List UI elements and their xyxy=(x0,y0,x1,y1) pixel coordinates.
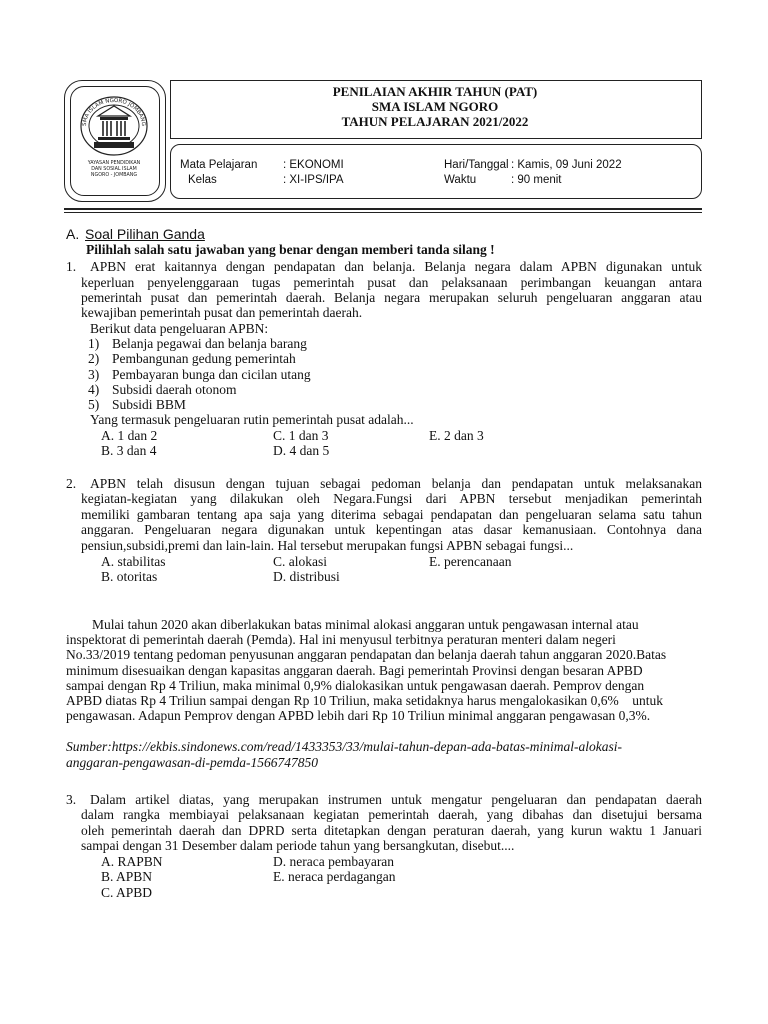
exam-title: PENILAIAN AKHIR TAHUN (PAT) xyxy=(332,84,538,99)
logo-foundation-line2: DAN SOSIAL ISLAM xyxy=(91,167,137,172)
header-rule-thick xyxy=(64,208,702,210)
section-title: Soal Pilihan Ganda xyxy=(85,226,205,242)
q1-option-d[interactable]: D. 4 dan 5 xyxy=(273,443,330,458)
q1-question: Yang termasuk pengeluaran rutin pemerintah pusat adalah... xyxy=(90,412,414,427)
class-label: Kelas xyxy=(188,174,217,186)
q2-line-2: kegiatan-kegiatan yang dilakukan oleh Negara.Fungsi dari APBN tersebut menjadikan pemerintah xyxy=(81,491,702,506)
q1-intro: Berikut data pengeluaran APBN: xyxy=(90,321,269,336)
time-label: Waktu xyxy=(444,174,477,186)
q3-line-2: dalam rangka membiayai pelaksanaan kegiatan pemerintah daerah, yang dibahas dan disetujui bersama xyxy=(81,807,702,822)
article-line-5: sampai dengan Rp 4 Triliun, maka minimal 0,9% dialokasikan untuk pengawasan daerah. Pemprov dengan xyxy=(66,678,645,693)
q1-item-num: 3) xyxy=(88,367,100,382)
q3-option-c[interactable]: C. APBD xyxy=(101,885,153,900)
q1-item-text: Subsidi daerah otonom xyxy=(112,382,237,397)
q3-option-a[interactable]: A. RAPBN xyxy=(101,854,163,869)
q2-line-5: pensiun,subsidi,premi dan lain-lain. Hal tersebut merupakan fungsi APBN sebagai fungsi... xyxy=(81,538,574,553)
q1-item-text: Belanja pegawai dan belanja barang xyxy=(112,336,307,351)
logo-ring-text: SMA ISLAM NGORO JOMBANG xyxy=(81,97,147,127)
academic-year: TAHUN PELAJARAN 2021/2022 xyxy=(341,114,529,129)
q1-number: 1. xyxy=(66,259,77,274)
q2-line-4: anggaran. Pengeluaran negara digunakan untuk kepentingan atas dasar kemanusiaan. Contohnya dana xyxy=(81,522,702,537)
article-source-line-1[interactable]: Sumber:https://ekbis.sindonews.com/read/1433353/33/mulai-tahun-depan-ada-batas-minimal-alokasi- xyxy=(66,739,622,754)
q3-option-b[interactable]: B. APBN xyxy=(101,869,153,884)
q1-item-num: 4) xyxy=(88,382,100,397)
q2-option-c[interactable]: C. alokasi xyxy=(273,554,327,569)
section-instruction: Pilihlah salah satu jawaban yang benar dengan memberi tanda silang ! xyxy=(86,242,495,257)
q3-line-1: Dalam artikel diatas, yang merupakan instrumen untuk mengatur pengeluaran dan pendapatan daerah xyxy=(90,792,702,807)
q1-option-a[interactable]: A. 1 dan 2 xyxy=(101,428,158,443)
date-value: : Kamis, 09 Juni 2022 xyxy=(511,159,622,171)
article-line-1: Mulai tahun 2020 akan diberlakukan batas minimal alokasi anggaran untuk pengawasan internal atau xyxy=(92,617,639,632)
q1-line-3: pemerintah pusat dan pemerintah daerah. Belanja negara merupakan seluruh pengeluaran anggaran atau xyxy=(81,290,702,305)
q3-line-3: oleh pemerintah daerah dan DPRD serta ditetapkan dengan peraturan daerah, yang kurun waktu 1 Januari xyxy=(81,823,702,838)
q1-line-1: APBN erat kaitannya dengan pendapatan dan belanja. Belanja negara dalam APBN digunakan untuk xyxy=(90,259,702,274)
q1-line-2: keperluan penyelenggaraan tugas pemerintah pusat dan pelaksanaan perimbangan keuangan antara xyxy=(81,275,702,290)
q1-item-num: 2) xyxy=(88,351,100,366)
q3-option-e[interactable]: E. neraca perdagangan xyxy=(273,869,396,884)
section-letter: A. xyxy=(66,226,80,242)
svg-text:SMA ISLAM NGORO JOMBANG xyxy=(82,98,146,126)
q2-option-a[interactable]: A. stabilitas xyxy=(101,554,166,569)
logo-foundation-line1: YAYASAN PENDIDIKAN xyxy=(87,161,141,166)
article-line-6: APBD diatas Rp 4 Triliun sampai dengan Rp 10 Triliun, maka setidaknya harus mengalokasikan 0,6% untuk xyxy=(66,693,663,708)
q2-number: 2. xyxy=(66,476,77,491)
q3-number: 3. xyxy=(66,792,77,807)
article-line-7: pengawasan. Adapun Pemprov dengan APBD lebih dari Rp 10 Triliun minimal anggaran pengawasan 0,3%. xyxy=(66,708,651,723)
article-line-4: minimum disesuaikan dengan kapasitas anggaran daerah. Bagi pemerintah Provinsi dengan besaran APBD xyxy=(66,663,643,678)
q1-option-b[interactable]: B. 3 dan 4 xyxy=(101,443,157,458)
logo-foundation-line3: NGORO - JOMBANG xyxy=(90,173,138,178)
q1-option-e[interactable]: E. 2 dan 3 xyxy=(429,428,484,443)
date-label: Hari/Tanggal xyxy=(444,159,509,171)
q3-line-4: sampai dengan 31 Desember dalam periode tahun yang bersangkutan, disebut.... xyxy=(81,838,515,853)
q1-item-num: 1) xyxy=(88,336,100,351)
q2-line-3: memiliki gambaran tentang apa saja yang diterima sebagai pendapatan dan pengeluaran selama satu tahun xyxy=(81,507,702,522)
q2-option-b[interactable]: B. otoritas xyxy=(101,569,158,584)
q1-item-num: 5) xyxy=(88,397,100,412)
q1-line-4: kewajiban pemerintah pusat dan pemerintah daerah. xyxy=(81,305,363,320)
school-name: SMA ISLAM NGORO xyxy=(371,99,499,114)
q2-option-d[interactable]: D. distribusi xyxy=(273,569,340,584)
subject-value: : EKONOMI xyxy=(283,159,344,171)
q1-item-text: Pembangunan gedung pemerintah xyxy=(112,351,296,366)
q3-option-d[interactable]: D. neraca pembayaran xyxy=(273,854,395,869)
q1-item-text: Subsidi BBM xyxy=(112,397,186,412)
subject-label: Mata Pelajaran xyxy=(180,159,258,171)
q2-line-1: APBN telah disusun dengan tujuan sebagai pedoman belanja dan pendapatan untuk melaksanakan xyxy=(90,476,702,491)
q2-option-e[interactable]: E. perencanaan xyxy=(429,554,512,569)
time-value: : 90 menit xyxy=(511,174,562,186)
article-line-3: No.33/2019 tentang pedoman penyusunan anggaran pendapatan dan belanja daerah tahun anggaran 2020.Batas xyxy=(66,647,667,662)
article-line-2: inspektorat di pemerintah daerah (Pemda). Hal ini menyusul terbitnya peraturan menteri dalam negeri xyxy=(66,632,616,647)
q1-option-c[interactable]: C. 1 dan 3 xyxy=(273,428,329,443)
article-source-line-2[interactable]: anggaran-pengawasan-di-pemda-1566747850 xyxy=(66,755,318,770)
school-logo xyxy=(76,92,152,188)
class-value: : XI-IPS/IPA xyxy=(283,174,344,186)
q1-item-text: Pembayaran bunga dan cicilan utang xyxy=(112,367,311,382)
header-rule-thin xyxy=(64,212,702,213)
